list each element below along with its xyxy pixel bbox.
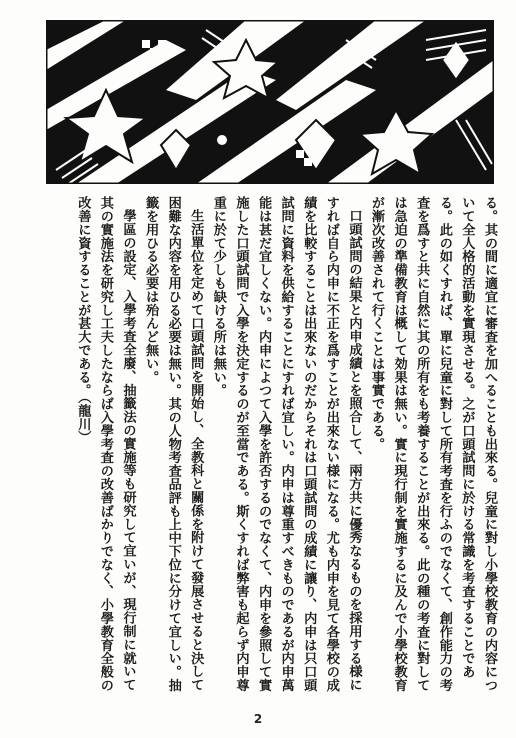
paragraph-3: 生活單位を定めて口頭試問を開始し、全教科と關係を附けて發展させると決して困難な内容を用ひる必要は無い。其の人物考査品評も上中下位に分けて宜しい。抽籤を用ひる必要は殆んど無い。 [143, 196, 204, 692]
paragraph-4: 學區の設定、入學考査全廢、抽籤法の實施等も研究して宜いが、現行制に就いて其の實施法を研究し工夫したならば入學考査の改善ばかりでなく、小學教育全般の改善に資することが甚大である。（龍川） [75, 196, 136, 692]
vertical-body-text [40, 196, 500, 696]
decorative-woodcut-banner [46, 20, 494, 184]
paragraph-1: る。其の間に適宜に審査を加へることも出來る。兒童に對し小學校教育の内容について全人格的活動を實現させる。之が口頭試問に於ける常識を考査することである。此の如くすれば、單に兒童に對して所有考査を行ふのでなくて、創作能力の考査を爲すと共に自然に其の所有をも考養することが出來る。此の種の考査に對しては急迫の準備教育は概して効果は無い。實に現行制を實施するに及んで小學校教育が漸次改善されて行くことは事實である。 [369, 196, 497, 692]
paragraph-2: 口頭試問の結果と内申成績とを照合して、兩方共に優秀なるものを採用する様にすれば自ら内申に不正を爲すことが出來ない様になる。尤も内申を見て各學校の成績を比較することは出來ないのだからそれは口頭試問の成績に讓り、内申は只口頭試問に資料を供給することにすれば宜しい。内申は尊重すべきものであるが内申萬能は甚だ宜しくない。内申によつて入學を許否するのでなくて、内申を參照して實施した口頭試問で入學を決定するのが至當である。斯くすれば弊害も起らず内申尊重に於て少しも缺ける所は無い。 [210, 196, 362, 692]
page-number: 2 [253, 712, 263, 726]
